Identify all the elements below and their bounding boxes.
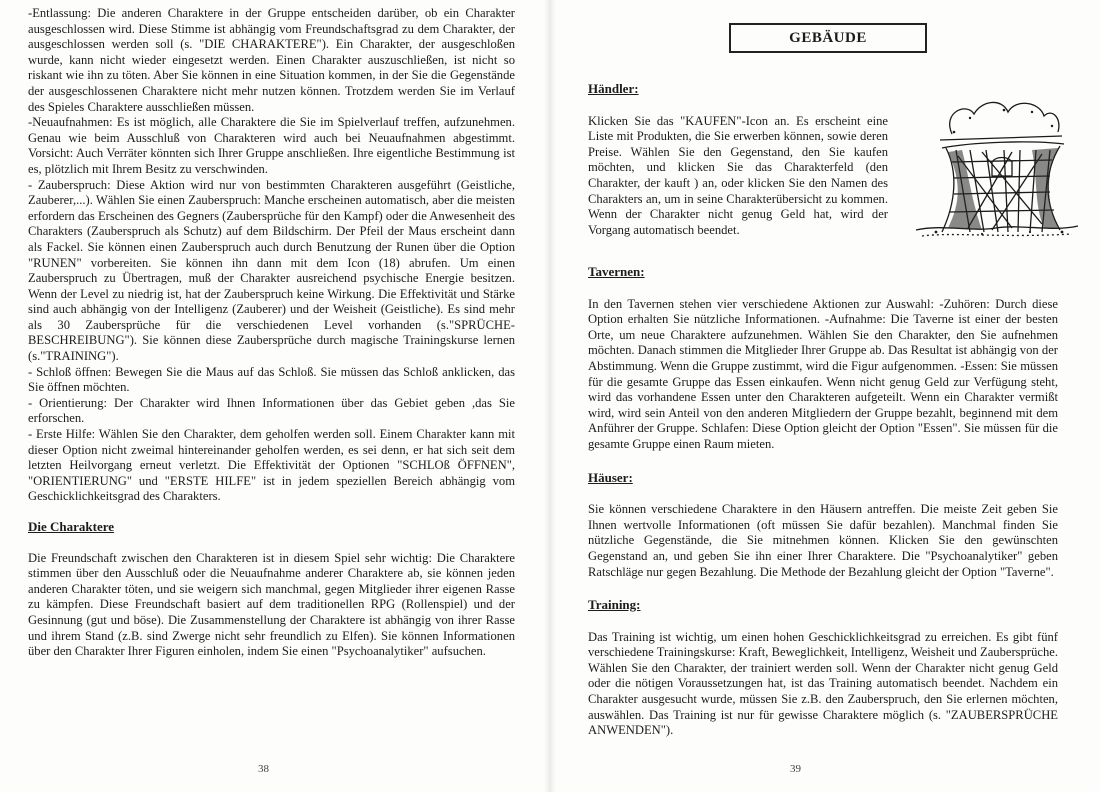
paragraph-haeuser: Sie können verschiedene Charaktere in den Häusern antreffen. Die meiste Zeit geben Sie Ihnen wertvolle Informationen (oft müssen Sie dafür bezahlen). Manchmal finden Sie nützliche Gegenstände, die Sie mitnehmen können. Klicken Sie den gewünschten Gegenstand an, und geben Sie ihn einer Ihrer Charaktere. Die "Psychoanalytiker" geben Ratschläge nur gegen Bezahlung. Die Methode der Bezahlung gleicht der Option "Taverne". — [588, 502, 1058, 579]
haendler-section — [588, 81, 888, 238]
paragraph-tavernen: In den Tavernen stehen vier verschiedene Aktionen zur Auswahl: -Zuhören: Durch diese Option erhalten Sie nützliche Informationen. -Aufnahme: Die Taverne ist einer der besten Orte, um neue Charaktere aufzunehmen. Wählen Sie den Charakter, den Sie aufnehmen möchten. Danach stimmen die Mitglieder Ihrer Gruppe ab. Das Resultat ist abhängig von der Abstimmung. Wenn die Gruppe zustimmt, wird die Figur aufgenommen. -Essen: Sie müssen für die gesamte Gruppe das Essen einkaufen. Wenn nicht genug Geld zur Verfügung steht, wird das vorhandene Essen unter den Charakteren aufgeteilt. Wenn ein Charakter vermißt wird, wird sein Anteil von den anderen Mitgliedern der Gruppe bezahlt, beginnend mit dem Anführer der Gruppe. Schlafen: Diese Option gleicht der Option "Essen". Sie müssen für die gesamte Gruppe einen Raum mieten. — [588, 296, 1058, 451]
right-lower-column — [588, 264, 1058, 756]
chapter-title: GEBÄUDE — [729, 23, 927, 53]
paragraph-schloss-oeffnen: - Schloß öffnen: Bewegen Sie die Maus auf das Schloß. Sie müssen das Schloß anklicken, das Sie öffnen möchten. — [28, 364, 515, 395]
paragraph-training: Das Training ist wichtig, um einen hohen Geschicklichkeitsgrad zu erreichen. Es gibt fünf verschiedene Trainingskurse: Kraft, Beweglichkeit, Intelligenz, Weisheit und Zaubersprüche. Wählen Sie den Charakter, der trainiert werden soll. Wenn der Charakter nicht genug Geld oder die nötigen Voraussetzungen hat, ist das Training automatisch beendet. Nachdem ein Charakter ausgesucht wurde, müssen Sie z.B. den Zauberspruch, den Sie erlernen möchten, auswählen. Das Training ist nur für gewisse Charaktere möglich (s. "ZAUBERSPRÜCHE ANWENDEN"). — [588, 629, 1058, 738]
paragraph-neuaufnahmen: -Neuaufnahmen: Es ist möglich, alle Charaktere die Sie im Spielverlauf treffen, aufzunehmen. Genau wie beim Ausschluß von Charakteren wird auch bei Neuaufnahmen abgestimmt. Vorsicht: Auch Verräter könnten sich Ihrer Gruppe anschließen. Ihre eigentliche Bestimmung ist es, plötzlich mit Ihrem Besitz zu verschwinden. — [28, 115, 515, 176]
page-number-right: 39 — [790, 763, 801, 775]
section-heading-charaktere: Die Charaktere — [28, 519, 115, 534]
paragraph-zauberspruch: - Zauberspruch: Diese Aktion wird nur von bestimmten Charakteren ausgeführt (Geistliche, Zauberer,...). Wählen Sie einen Zauberspruch: Manche erscheinen automatisch, aber die meisten erfordern das Erscheinen des Gegners (Zaubersprüche für den Kampf) oder die Anwesenheit des Charakters (Zauberspruch als Schutz) auf dem Bildschirm. Der Pfeil der Maus erscheint dann als Fackel. Sie können einen Zauberspruch auch durch Benutzung der Runen über die Option "RUNEN" vorbereiten. Sie können ihn dann mit dem Icon (18) abrufen. Um einen Zauberspruch zu Übertragen, muß der Charakter ausreichend psychische Energie besitzen. Wenn der Level zu niedrig ist, hat der Zauberspruch keine Wirkung. Die Effektivität und Stärke sind auch abhängig von der Intelligenz (Zauberer) und der Weisheit (Geistliche). Es sind mehr als 30 Zaubersprüche für die verschiedenen Level vorhanden (s."SPRÜCHE-BESCHREIBUNG"). Sie können diese Zaubersprüche durch magische Trainingskurse lernen (s."TRAINING"). — [28, 177, 515, 364]
page-number-left: 38 — [258, 763, 269, 775]
section-heading-tavernen: Tavernen: — [588, 264, 645, 279]
section-heading-haendler: Händler: — [588, 81, 639, 96]
paragraph-charaktere: Die Freundschaft zwischen den Charakteren ist in diesem Spiel sehr wichtig: Die Charaktere stimmen über den Ausschluß oder die Neuaufnahme anderer Charaktere ab, sie können jeden anderen Charakter töten, und sie weigern sich manchmal, gegen Mitglieder ihrer eigenen Rasse zu kämpfen. Diese Freundschaft basiert auf dem traditionellen RPG (Rollenspiel) und der Gesinnung (gut und böse). Die Zusammenstellung der Charaktere ist abhängig von ihrer Rasse und ihrem Stand (z.B. sind Zwerge nicht sehr freundlich zu Elfen). Sie können Informationen über den Charakter Ihrer Figuren einholen, indem Sie einen "Psychoanalytiker" aufsuchen. — [28, 550, 515, 659]
section-heading-haeuser: Häuser: — [588, 469, 633, 485]
paragraph-erste-hilfe: - Erste Hilfe: Wählen Sie den Charakter, dem geholfen werden soll. Einem Charakter kann mit dieser Option nicht zweimal hintereinander geholfen werden, es sei denn, er hat sich seit dem letzten Heilvorgang erneut verletzt. Die Effektivität der Optionen "SCHLOß ÖFFNEN", "ORIENTIERUNG" und "ERSTE HILFE" ist in jedem speziellen Bereich abhängig vom Geschicklichkeitsgrad des Charakters. — [28, 427, 515, 504]
paragraph-orientierung: - Orientierung: Der Charakter wird Ihnen Informationen über das Gebiet geben ,das Sie erforschen. — [28, 395, 515, 426]
left-text-column — [28, 6, 515, 660]
ruined-tower-sketch-icon — [912, 92, 1080, 242]
paragraph-entlassung: -Entlassung: Die anderen Charaktere in der Gruppe entscheiden darüber, ob ein Charakter ausgeschlossen wird. Diese Stimme ist abhängig vom Freundschaftsgrad zu dem Charakter, der ausgeschlossen werden soll (s. "DIE CHARAKTERE"). Ein Charakter, der ausgeschloßen wurde, kann nicht wieder eingesetzt werden. Einen Charakter auszuschließen, ist nicht so riskant wie ihn zu töten. Aber Sie können in eine Situation kommen, in der Sie die Gegenstände der ausgeschlossenen Charaktere nicht mehr nutzen können. Trotzdem werden Sie im Verlauf des Spieles Charaktere ausschließen müssen. — [28, 6, 515, 114]
section-heading-training: Training: — [588, 597, 641, 613]
right-page — [550, 0, 1100, 792]
paragraph-haendler: Klicken Sie das "KAUFEN"-Icon an. Es erscheint eine Liste mit Produkten, die Sie erwerben können, sowie deren Preise. Wählen Sie den Gegenstand, den Sie kaufen möchten, und klicken Sie das Charakterfeld (den Charakter, der kauft ) an, oder klicken Sie den Namen des Charakters an, um in seine Charakterübersicht zu kommen. Wenn der Charakter nicht genug Geld hat, wird der Vorgang automatisch beendet. — [588, 113, 888, 237]
